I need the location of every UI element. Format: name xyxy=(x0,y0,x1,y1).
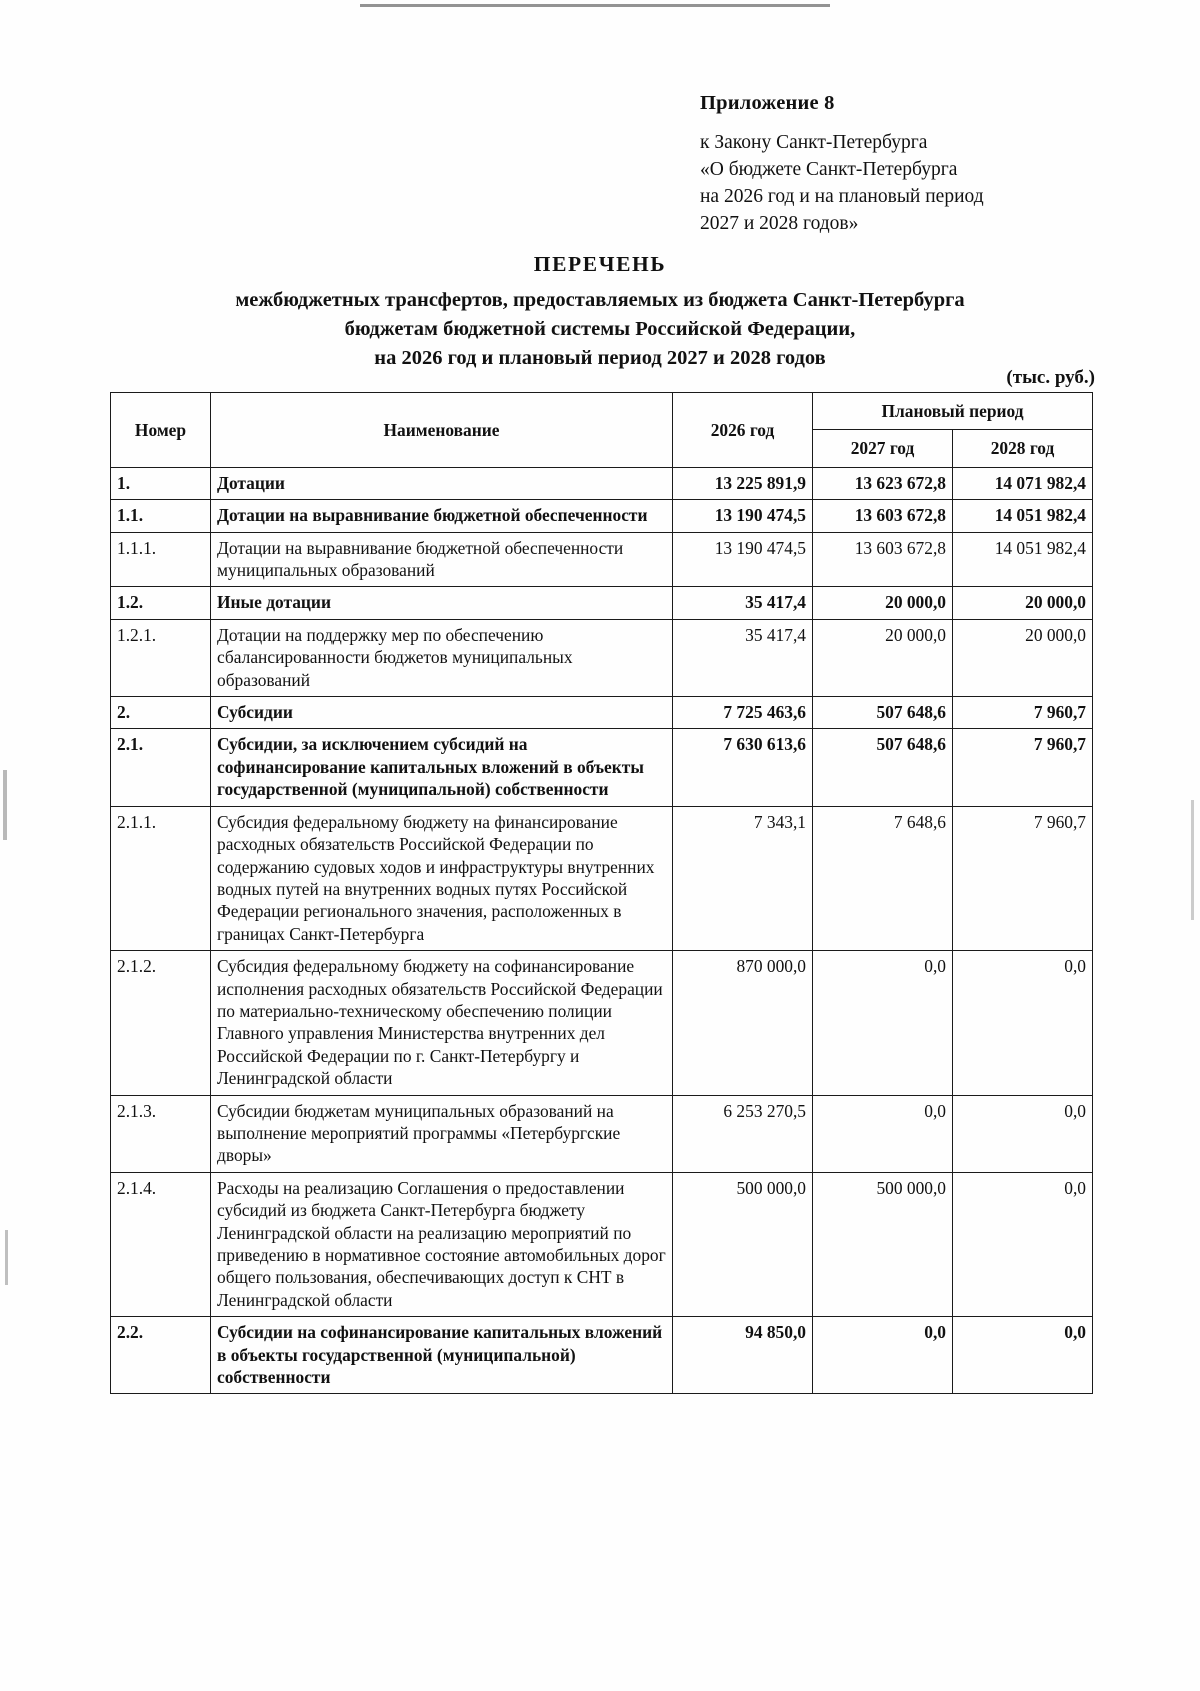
row-name: Расходы на реализацию Соглашения о предоставлении субсидий из бюджета Санкт-Петербурга бюджету Ленинградской области на реализацию мероприятий по приведению в нормативное состояние автомобильных дорог общего пользования, обеспечивающих доступ к СНТ в Ленинградской области xyxy=(211,1172,673,1316)
table-row xyxy=(111,951,1093,1095)
column-header-year-2026: 2026 год xyxy=(673,393,813,468)
row-value-2028: 7 960,7 xyxy=(953,729,1093,806)
scan-artifact-left-upper xyxy=(3,770,7,840)
appendix-title: Приложение 8 xyxy=(700,92,835,114)
row-value-2028: 7 960,7 xyxy=(953,806,1093,950)
row-number: 2. xyxy=(111,697,211,729)
row-value-2028: 0,0 xyxy=(953,1095,1093,1172)
row-name: Дотации xyxy=(211,467,673,499)
row-value-2027: 20 000,0 xyxy=(813,587,953,619)
column-header-year-2027: 2027 год xyxy=(813,430,953,467)
appendix-line-2: «О бюджете Санкт-Петербурга xyxy=(700,159,958,180)
table-row xyxy=(111,1095,1093,1172)
row-number: 1.1. xyxy=(111,500,211,532)
appendix-reference-block xyxy=(700,92,1120,237)
row-value-2027: 13 623 672,8 xyxy=(813,467,953,499)
column-header-number: Номер xyxy=(111,393,211,468)
row-number: 1.1.1. xyxy=(111,532,211,587)
row-value-2026: 7 725 463,6 xyxy=(673,697,813,729)
document-subtitle-line-3: на 2026 год и плановый период 2027 и 2028 годов xyxy=(374,347,826,369)
row-number: 2.1.3. xyxy=(111,1095,211,1172)
row-value-2027: 13 603 672,8 xyxy=(813,500,953,532)
row-value-2026: 500 000,0 xyxy=(673,1172,813,1316)
row-value-2027: 0,0 xyxy=(813,1095,953,1172)
row-value-2027: 0,0 xyxy=(813,951,953,1095)
transfers-table xyxy=(110,392,1093,1394)
row-value-2028: 20 000,0 xyxy=(953,619,1093,696)
row-value-2028: 14 051 982,4 xyxy=(953,532,1093,587)
row-value-2028: 20 000,0 xyxy=(953,587,1093,619)
row-value-2028: 14 051 982,4 xyxy=(953,500,1093,532)
row-value-2027: 7 648,6 xyxy=(813,806,953,950)
table-row xyxy=(111,532,1093,587)
row-number: 2.1. xyxy=(111,729,211,806)
column-header-planning-period: Плановый период xyxy=(813,393,1093,430)
row-number: 2.2. xyxy=(111,1317,211,1394)
document-subtitle-line-1: межбюджетных трансфертов, предоставляемых из бюджета Санкт-Петербурга xyxy=(235,289,965,311)
row-name: Субсидия федеральному бюджету на софинансирование исполнения расходных обязательств Российской Федерации по материально-техническому обеспечению полиции Главного управления Министерства внутренних дел Российской Федерации по г. Санкт-Петербургу и Ленинградской области xyxy=(211,951,673,1095)
appendix-line-4: 2027 и 2028 годов» xyxy=(700,213,859,234)
table-row xyxy=(111,587,1093,619)
table-row xyxy=(111,729,1093,806)
table-row xyxy=(111,697,1093,729)
row-value-2026: 6 253 270,5 xyxy=(673,1095,813,1172)
row-value-2028: 0,0 xyxy=(953,1317,1093,1394)
row-name: Иные дотации xyxy=(211,587,673,619)
row-value-2026: 94 850,0 xyxy=(673,1317,813,1394)
appendix-line-3: на 2026 год и на плановый период xyxy=(700,186,984,207)
row-name: Дотации на выравнивание бюджетной обеспеченности муниципальных образований xyxy=(211,532,673,587)
table-row xyxy=(111,1317,1093,1394)
row-name: Субсидии xyxy=(211,697,673,729)
row-number: 1.2. xyxy=(111,587,211,619)
appendix-line-1: к Закону Санкт-Петербурга xyxy=(700,132,928,153)
document-subtitle-line-2: бюджетам бюджетной системы Российской Федерации, xyxy=(344,318,856,340)
row-value-2027: 507 648,6 xyxy=(813,697,953,729)
table-body xyxy=(111,467,1093,1394)
row-value-2028: 14 071 982,4 xyxy=(953,467,1093,499)
row-value-2026: 13 190 474,5 xyxy=(673,500,813,532)
row-value-2027: 13 603 672,8 xyxy=(813,532,953,587)
row-number: 1.2.1. xyxy=(111,619,211,696)
row-value-2026: 7 343,1 xyxy=(673,806,813,950)
row-number: 2.1.1. xyxy=(111,806,211,950)
scan-artifact-right xyxy=(1191,800,1194,920)
row-number: 2.1.4. xyxy=(111,1172,211,1316)
row-value-2028: 0,0 xyxy=(953,951,1093,1095)
document-title-block xyxy=(0,252,1200,373)
row-value-2026: 35 417,4 xyxy=(673,587,813,619)
table-row xyxy=(111,500,1093,532)
scan-artifact-left-lower xyxy=(5,1230,8,1285)
row-value-2028: 0,0 xyxy=(953,1172,1093,1316)
scan-artifact-top xyxy=(360,4,830,7)
row-name: Субсидии бюджетам муниципальных образований на выполнение мероприятий программы «Петербургские дворы» xyxy=(211,1095,673,1172)
row-value-2027: 507 648,6 xyxy=(813,729,953,806)
table-header-row-primary xyxy=(111,393,1093,430)
row-value-2027: 20 000,0 xyxy=(813,619,953,696)
page-title: ПЕРЕЧЕНЬ xyxy=(533,252,667,276)
row-value-2026: 13 190 474,5 xyxy=(673,532,813,587)
row-value-2027: 500 000,0 xyxy=(813,1172,953,1316)
row-value-2026: 870 000,0 xyxy=(673,951,813,1095)
table-row xyxy=(111,806,1093,950)
row-name: Субсидии на софинансирование капитальных вложений в объекты государственной (муниципальной) собственности xyxy=(211,1317,673,1394)
table-row xyxy=(111,1172,1093,1316)
column-header-name: Наименование xyxy=(211,393,673,468)
row-number: 2.1.2. xyxy=(111,951,211,1095)
row-name: Субсидия федеральному бюджету на финансирование расходных обязательств Российской Федерации по содержанию судовых ходов и инфраструктуры внутренних водных путей на внутренних водных путях Российской Федерации регионального значения, расположенных в границах Санкт-Петербурга xyxy=(211,806,673,950)
row-name: Субсидии, за исключением субсидий на софинансирование капитальных вложений в объекты государственной (муниципальной) собственности xyxy=(211,729,673,806)
row-value-2026: 13 225 891,9 xyxy=(673,467,813,499)
transfers-table-container xyxy=(110,392,1092,1394)
row-name: Дотации на поддержку мер по обеспечению сбалансированности бюджетов муниципальных образований xyxy=(211,619,673,696)
table-head xyxy=(111,393,1093,468)
row-value-2027: 0,0 xyxy=(813,1317,953,1394)
column-header-year-2028: 2028 год xyxy=(953,430,1093,467)
row-value-2028: 7 960,7 xyxy=(953,697,1093,729)
table-row xyxy=(111,467,1093,499)
row-number: 1. xyxy=(111,467,211,499)
row-value-2026: 7 630 613,6 xyxy=(673,729,813,806)
row-name: Дотации на выравнивание бюджетной обеспеченности xyxy=(211,500,673,532)
row-value-2026: 35 417,4 xyxy=(673,619,813,696)
table-row xyxy=(111,619,1093,696)
units-label: (тыс. руб.) xyxy=(1006,367,1095,388)
